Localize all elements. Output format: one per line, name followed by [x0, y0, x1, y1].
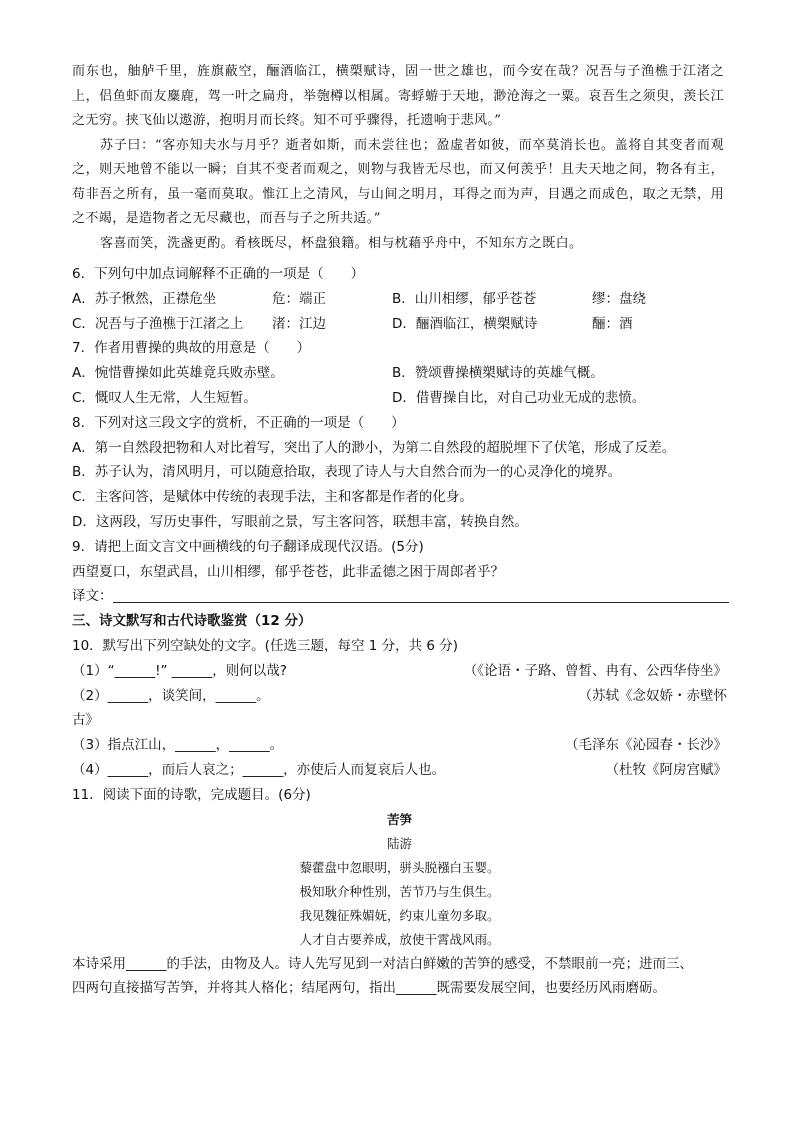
- q10-item-1: [72, 659, 727, 684]
- q9-answer-blank[interactable]: [113, 586, 729, 603]
- q7-row-ab: [72, 361, 727, 386]
- q6-row-cd: [72, 312, 727, 337]
- q6-option-b-note: 缪：盘绕: [592, 290, 646, 307]
- q10-item-2-text: （2）______，谈笑间，______。: [72, 687, 270, 704]
- poem-author: 陆游: [386, 835, 412, 851]
- poem-title: 苦笋: [386, 811, 412, 827]
- q6-option-c-note: 渚：江边: [272, 315, 326, 332]
- q8-option-d: D．这两段，写历史事件，写眼前之景，写主客问答，联想丰富，转换自然。: [72, 513, 528, 530]
- q6-option-a-note: 危：端正: [272, 290, 326, 307]
- q6-row-ab: [72, 287, 727, 312]
- q11-analysis-line-1: 本诗采用______的手法，由物及人。诗人先写见到一对洁白鲜嫩的苦笋的感受，不禁眼前一亮；进而三、: [72, 955, 693, 972]
- q7-option-a: A．惋惜曹操如此英雄竟兵败赤壁。: [72, 365, 284, 382]
- q9-sentence: 西望夏口，东望武昌，山川相缪，郁乎苍苍，此非孟德之困于周郎者乎？: [72, 563, 504, 580]
- q6-stem: 6．下列句中加点词解释不正确的一项是（ ）: [72, 266, 365, 282]
- q10-stem: 10．默写出下列空缺处的文字。(任选三题，每空 1 分，共 6 分): [72, 637, 459, 654]
- passage-paragraph-3: 客喜而笑，洗盏更酌。肴核既尽，杯盘狼籍。相与枕藉乎舟中，不知东方之既白。: [100, 235, 583, 251]
- q10-item-3-source: （毛泽东《沁园春・长沙》: [565, 737, 727, 754]
- section-3-title: 三、诗文默写和古代诗歌鉴赏（12 分）: [72, 613, 312, 630]
- q6-option-c: C．况吾与子渔樵于江渚之上: [72, 315, 244, 332]
- passage-paragraph-1: 而东也，舳舻千里，旌旗蔽空，酾酒临江，横槊赋诗，固一世之雄也，而今安在哉？况吾与子渔樵于江渚之上，侣鱼虾而友麋鹿，驾一叶之扁舟，举匏樽以相属。寄蜉蝣于天地，渺沧海之一粟。哀吾生之须臾，羡长江之无穷。挟飞仙以遨游，抱明月而长终。知不可乎骤得，托遗响于悲风。”: [72, 64, 724, 128]
- q10-item-3: [72, 733, 727, 758]
- poem-line-1: 藜藿盘中忽眼明，骈头脱襁白玉婴。: [299, 859, 500, 875]
- q10-item-2-source: （苏轼《念奴娇・赤壁怀: [578, 687, 727, 704]
- q10-item-4-source: （杜牧《阿房宫赋》: [605, 761, 727, 778]
- q7-option-d: D．借曹操自比，对自己功业无成的悲愤。: [392, 389, 646, 406]
- q8-stem: 8．下列对这三段文字的赏析，不正确的一项是（ ）: [72, 414, 405, 431]
- poem-line-2: 极知耿介种性别，苦节乃与生俱生。: [299, 883, 500, 899]
- q10-item-4: [72, 758, 727, 783]
- classical-passage: [72, 60, 724, 256]
- q10-item-3-text: （3）指点江山，______，______。: [72, 737, 284, 754]
- q7-stem: 7．作者用曹操的典故的用意是（ ）: [72, 340, 311, 357]
- q9-stem: 9．请把上面文言文中画横线的句子翻译成现代汉语。(5分): [72, 538, 424, 555]
- q10-item-2: [72, 684, 727, 709]
- q8-option-c: C．主客问答，是赋体中传统的表现手法，主和客都是作者的化身。: [72, 489, 473, 506]
- q6-option-d: D．酾酒临江，横槊赋诗: [392, 315, 538, 332]
- q10-item-1-text: （1）“______!” ______，则何以哉?: [72, 662, 287, 679]
- q7-row-cd: [72, 386, 727, 411]
- q10-item-2-source-cont: 古》: [72, 712, 99, 729]
- q8-option-a: A．第一自然段把物和人对比着写，突出了人的渺小，为第二自然段的超脱埋下了伏笔，形成了反差。: [72, 439, 676, 456]
- q6-option-d-note: 酾：酒: [592, 315, 633, 332]
- q11-stem: 11．阅读下面的诗歌，完成题目。(6分): [72, 786, 311, 803]
- questions-area: [72, 262, 727, 1001]
- q9-answer-line: [72, 584, 727, 609]
- q7-option-c: C．慨叹人生无常，人生短暂。: [72, 389, 257, 406]
- q9-answer-label: 译文：: [72, 588, 113, 605]
- q10-item-4-text: （4）______，而后人哀之；______，亦使后人而复哀后人也。: [72, 761, 446, 778]
- q11-analysis-line-2: 四两句直接描写苦笋，并将其人格化；结尾两句，指出______既需要发展空间，也要经历风雨磨砺。: [72, 980, 666, 997]
- q10-item-1-source: （《论语・子路、曾皙、冉有、公西华侍坐》: [463, 662, 727, 679]
- poem-block: [72, 808, 727, 952]
- passage-paragraph-2: 苏子曰：“客亦知夫水与月乎？逝者如斯，而未尝往也；盈虚者如彼，而卒莫消长也。盖将自其变者而观之，则天地曾不能以一瞬；自其不变者而观之，则物与我皆无尽也，而又何羡乎！且夫天地之间，物各有主，苟非吾之所有，虽一毫而莫取。惟江上之清风，与山间之明月，耳得之而为声，目遇之而成色，取之无禁，用之不竭，是造物者之无尽藏也，而吾与子之所共适。”: [72, 137, 724, 226]
- poem-line-4: 人才自古要养成，放使干霄战风雨。: [299, 931, 500, 947]
- q6-option-a: A．苏子愀然，正襟危坐: [72, 290, 217, 307]
- q8-option-b: B．苏子认为，清风明月，可以随意拾取，表现了诗人与大自然合而为一的心灵净化的境界。: [72, 464, 622, 481]
- q6-option-b: B．山川相缪，郁乎苍苍: [392, 290, 537, 307]
- poem-line-3: 我见魏征殊媚妩，约束儿童勿多取。: [299, 907, 500, 923]
- q7-option-b: B．赞颂曹操横槊赋诗的英雄气概。: [392, 365, 604, 382]
